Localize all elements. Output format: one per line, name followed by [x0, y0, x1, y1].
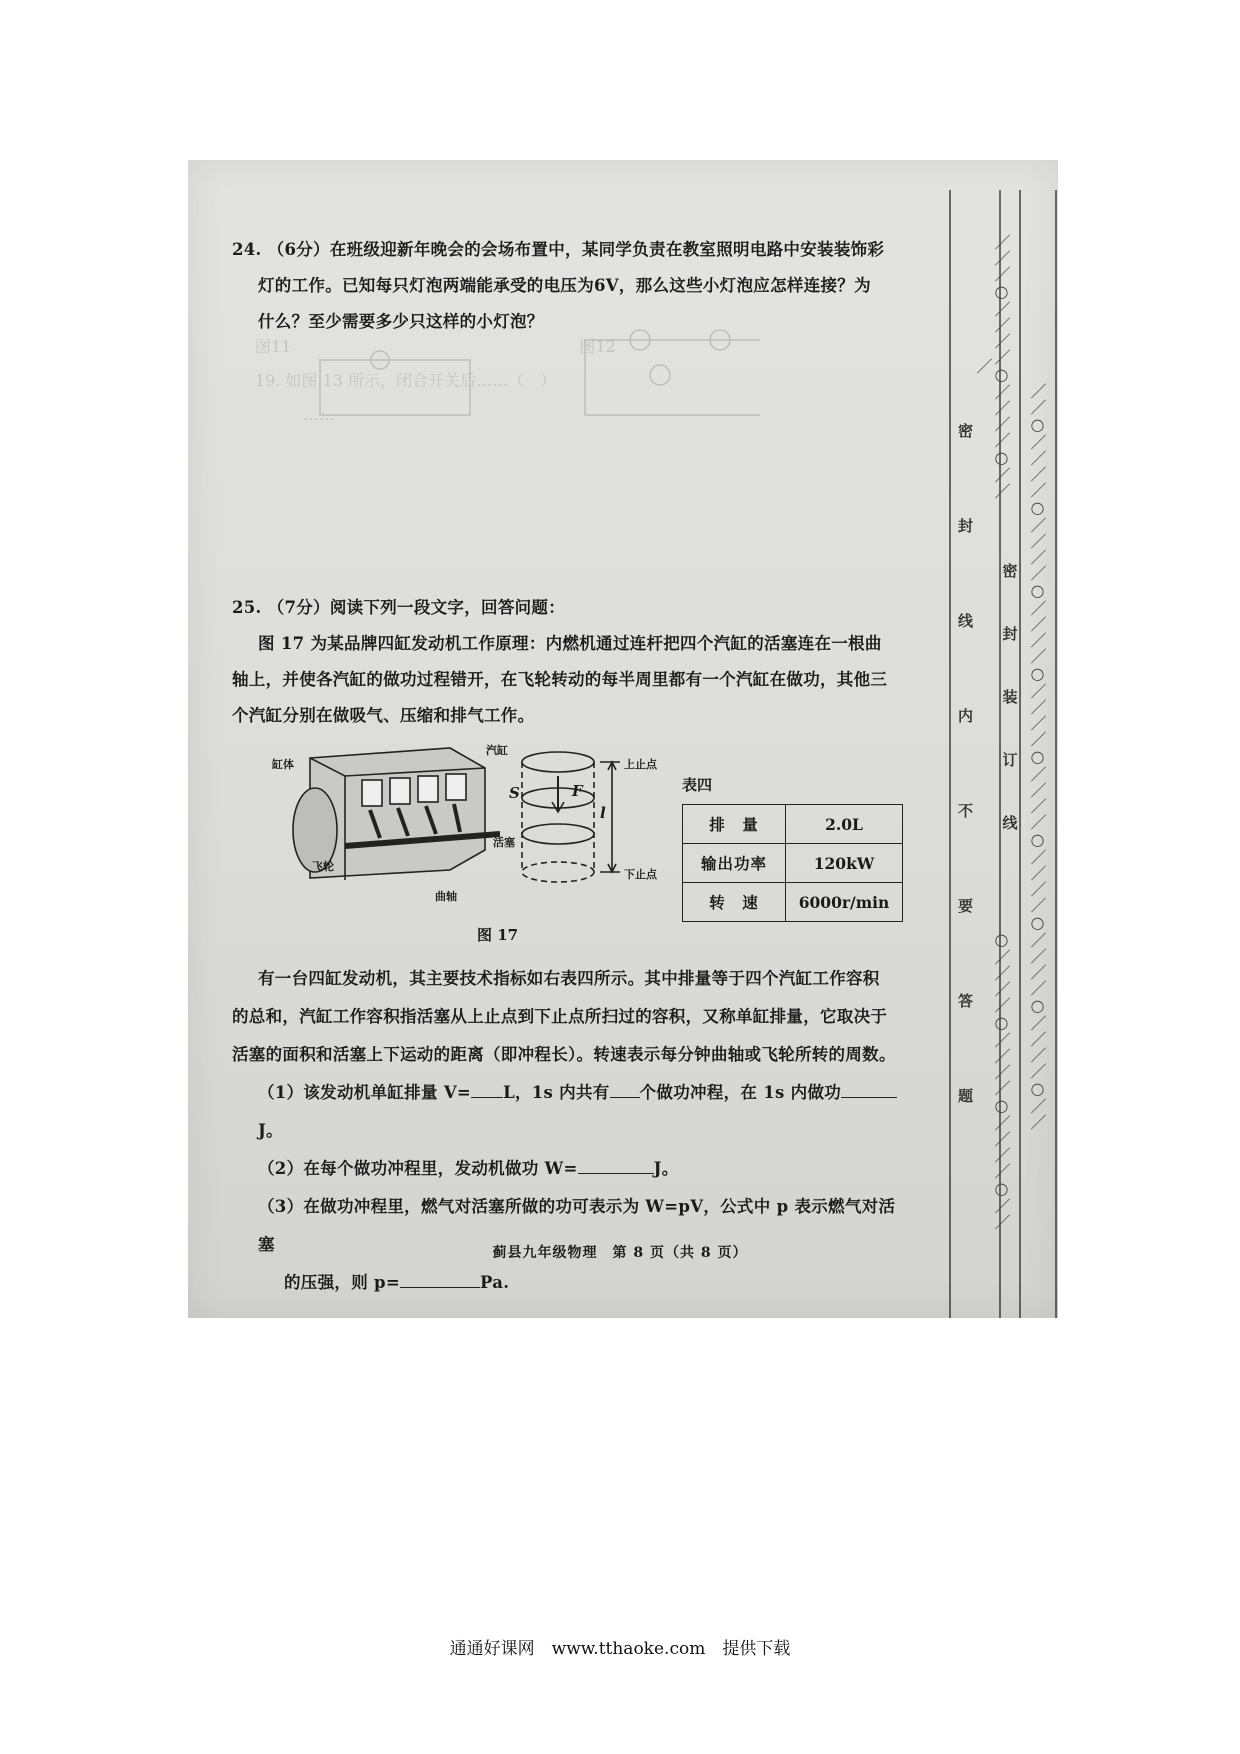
binding-char: 密 — [1002, 562, 1018, 580]
answer-blank-w[interactable] — [578, 1157, 654, 1175]
binding-char: 答 — [958, 992, 974, 1010]
q25-para1-line3: 个汽缸分别在做吸气、压缩和排气工作。 — [232, 706, 535, 725]
bleed-through-text: 图11 图12 19. 如图 13 所示，闭合开关后……（ ） …… — [255, 337, 616, 424]
sub2-text-b: J。 — [653, 1159, 679, 1178]
q25-para2-line3: 活塞的面积和活塞上下运动的距离（即冲程长）。转速表示每分钟曲轴或飞轮所转的周数。 — [232, 1045, 896, 1064]
label-top-dead-center: 上止点 — [624, 758, 657, 771]
q25-sub3-line1: （3）在做功冲程里，燃气对活塞所做的功可表示为 W=pV，公式中 p 表示燃气对活塞 — [258, 1197, 896, 1254]
spec-key: 输出功率 — [683, 844, 786, 883]
question-25 — [232, 590, 908, 734]
answer-blank-p[interactable] — [400, 1271, 480, 1289]
binding-char: 题 — [958, 1087, 974, 1105]
sub1-text-a: （1）该发动机单缸排量 V= — [258, 1083, 472, 1102]
q25-para1-line1: 图 17 为某品牌四缸发动机工作原理：内燃机通过连杆把四个汽缸的活塞连在一根曲 — [258, 634, 882, 653]
sub1-text-b: L，1s 内共有 — [503, 1083, 610, 1102]
q24-line-2: 灯的工作。已知每只灯泡两端能承受的电压为6V，那么这些小灯泡应怎样连接？为 — [258, 276, 871, 295]
q25-sub3-line2 — [232, 1264, 908, 1302]
label-piston: 活塞 — [493, 836, 515, 849]
binding-warning-outer — [958, 420, 978, 1106]
q25-para2-line1: 有一台四缸发动机，其主要技术指标如右表四所示。其中排量等于四个汽缸工作容积 — [258, 969, 880, 988]
answer-blank-work[interactable] — [841, 1081, 897, 1099]
table-row — [683, 844, 903, 883]
sub3-text-b: Pa. — [480, 1273, 510, 1292]
label-flywheel: 飞轮 — [312, 860, 334, 873]
q24-line-3: 什么？至少需要多少只这样的小灯泡？ — [258, 312, 544, 331]
binding-char: 内 — [958, 707, 974, 725]
engine-illustration — [270, 740, 500, 890]
table-row — [683, 883, 903, 922]
label-area-s: S — [509, 784, 520, 802]
label-stroke-l: l — [600, 804, 606, 822]
q25-sub1 — [232, 1074, 908, 1150]
binding-char: 不 — [958, 802, 974, 820]
sub3-text-a: 的压强，则 p= — [284, 1273, 401, 1292]
q24-line-1: 24. （6分）在班级迎新年晚会的会场布置中，某同学负责在教室照明电路中安装装饰彩 — [232, 240, 885, 259]
spec-key: 排 量 — [683, 805, 786, 844]
figure-caption: 图 17 — [477, 926, 519, 944]
q25-heading: 25. （7分）阅读下列一段文字，回答问题： — [232, 598, 566, 617]
q25-para1-line2: 轴上，并使各汽缸的做功过程错开，在飞轮转动的每半周里都有一个汽缸在做功，其他三 — [232, 670, 888, 689]
answer-blank-v[interactable] — [471, 1081, 503, 1099]
table-title: 表四 — [682, 776, 713, 794]
binding-char: 线 — [958, 612, 974, 630]
label-cylinder-body: 缸体 — [272, 758, 294, 771]
sub2-text-a: （2）在每个做功冲程里，发动机做功 W= — [258, 1159, 578, 1178]
spec-value: 2.0L — [786, 805, 903, 844]
binding-char: 封 — [1002, 625, 1018, 643]
binding-char: 要 — [958, 897, 974, 915]
spec-key: 转 速 — [683, 883, 786, 922]
binding-char: 装 — [1002, 688, 1018, 706]
label-force-f: F — [572, 782, 583, 800]
page-footer: 蓟县九年级物理 第 8 页（共 8 页） — [492, 1245, 748, 1261]
binding-char: 订 — [1002, 751, 1018, 769]
binding-warning-inner — [1000, 560, 1020, 833]
sub1-text-d: J。 — [258, 1121, 283, 1140]
spec-value: 6000r/min — [786, 883, 903, 922]
bleed-through-circuits — [300, 320, 760, 430]
binding-char: 线 — [1002, 814, 1018, 832]
label-cylinder: 汽缸 — [486, 744, 508, 757]
q25-para2-line2: 的总和，汽缸工作容积指活塞从上止点到下止点所扫过的容积，又称单缸排量，它取决于 — [232, 1007, 888, 1026]
spec-value: 120kW — [786, 844, 903, 883]
binding-dash-outer: ／／○／／／／○／／／／○／／／／○／／／／○／／／／○／／／／○／／／／○／／／／○／／ — [1028, 382, 1047, 1130]
table-row — [683, 805, 903, 844]
engine-spec-table — [682, 804, 903, 922]
binding-char: 密 — [958, 422, 974, 440]
binding-dash-bottom: ○／／／／○／／／／○／／／／○／／ — [992, 930, 1011, 1230]
binding-dash-top: ／／／○／／／／○／／／／○／／／ — [974, 233, 1011, 499]
label-crankshaft: 曲轴 — [435, 890, 457, 903]
answer-blank-strokes[interactable] — [610, 1081, 640, 1099]
sub1-text-c: 个做功冲程，在 1s 内做功 — [639, 1083, 842, 1102]
binding-char: 封 — [958, 517, 974, 535]
download-source-line: 通通好课网 www.tthaoke.com 提供下载 — [449, 1639, 791, 1659]
q25-sub2 — [232, 1150, 908, 1188]
label-bottom-dead-center: 下止点 — [624, 868, 657, 881]
